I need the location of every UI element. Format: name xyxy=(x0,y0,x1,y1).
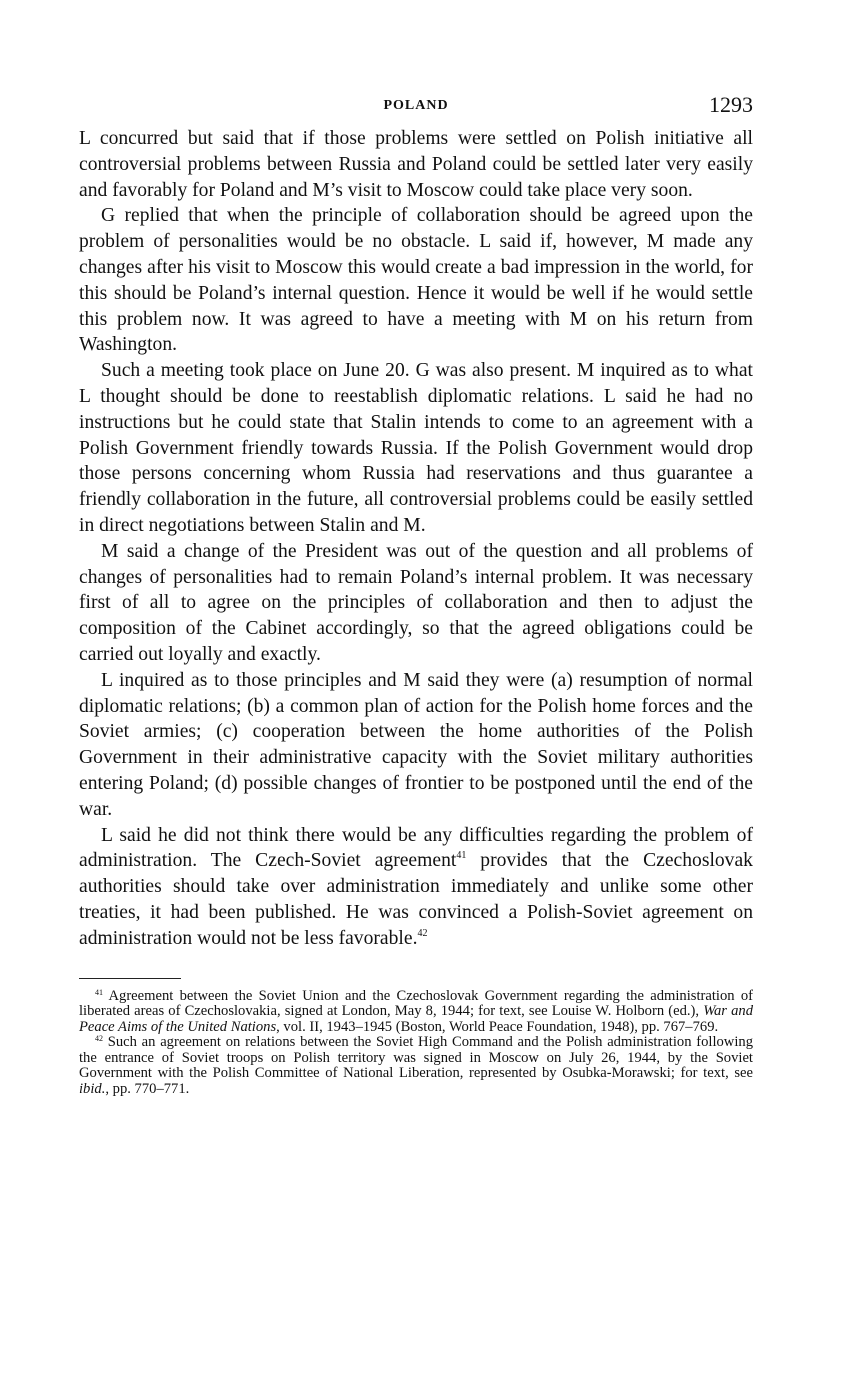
footnote-42-text-b: , pp. 770–771. xyxy=(105,1081,190,1098)
footnote-divider xyxy=(79,978,181,979)
footnotes xyxy=(79,989,753,1098)
document-page xyxy=(79,92,753,1098)
footnote-42-ibid: ibid. xyxy=(79,1081,106,1098)
footnote-42 xyxy=(79,1035,753,1097)
paragraph-3: Such a meeting took place on June 20. G was also present. M inquired as to what L thought should be done to reestablish diplomatic relations. L said he had no instructions but he could state that Stalin intends to come to an agreement with a Polish Government friendly towards Russia. If the Polish Government would drop those persons concerning whom Russia had reservations and thus guarantee a friendly collaboration in the future, all controversial problems could be easily settled in direct negotiations between Stalin and M. xyxy=(79,360,753,536)
footnote-41-text-a: Agreement between the Soviet Union and the Czechoslovak Government regarding the administration of liberated areas of Czechoslovakia, signed at London, May 8, 1944; for text, see Louise W. Holborn (ed.), xyxy=(79,987,753,1020)
paragraph-6-text-a: L said he did not think there would be any difficulties regarding the problem of administration. The Czech-Soviet agreement xyxy=(79,824,753,872)
paragraph-4: M said a change of the President was out of the question and all problems of changes of personalities had to remain Poland’s internal problem. It was necessary first of all to agree on the principles of collaboration and then to adjust the composition of the Cabinet accordingly, so that the agreed obligations could be carried out loyally and exactly. xyxy=(79,540,753,665)
footnote-41 xyxy=(79,989,753,1036)
footnote-42-mark: 42 xyxy=(95,1034,103,1044)
paragraph-6-text-b: provides that the Czechoslovak authorities should take over administration immediately and unlike some other treaties, it had been published. He was convinced a Polish-Soviet agreement on administration would not be less favorable. xyxy=(79,850,753,949)
footnote-42-text-a: Such an agreement on relations between the Soviet High Command and the Polish administration following the entrance of Soviet troops on Polish territory was signed in Moscow on July 26, 1944, by the Soviet Government with the Polish Committee of National Liberation, represented by Osubka-Morawski; for text, see xyxy=(79,1034,753,1082)
running-head xyxy=(79,92,753,126)
footnote-ref-41: 41 xyxy=(456,850,467,862)
running-title: POLAND xyxy=(383,98,449,113)
paragraph-2: G replied that when the principle of collaboration should be agreed upon the problem of personalities would be no obstacle. L said if, however, M made any changes after his visit to Moscow this would create a bad impression in the world, for this should be Poland’s internal question. Hence it would be well if he would settle this problem now. It was agreed to have a meeting with M on his return from Washington. xyxy=(79,205,753,356)
body-text xyxy=(79,126,753,952)
footnote-ref-42: 42 xyxy=(417,927,428,939)
footnote-41-text-b: , vol. II, 1943–1945 (Boston, World Peace Foundation, 1948), pp. 767–769. xyxy=(276,1018,719,1035)
footnote-41-mark: 41 xyxy=(95,987,103,997)
page-number: 1293 xyxy=(709,92,753,117)
footnote-41-title: War and Peace Aims of the United Nations xyxy=(79,1003,753,1035)
paragraph-5: L inquired as to those principles and M said they were (a) resumption of normal diplomatic relations; (b) a common plan of action for the Polish home forces and the Soviet armies; (c) cooperation between the home authorities of the Polish Government in their administrative capacity with the Soviet military authorities entering Poland; (d) possible changes of frontier to be postponed until the end of the war. xyxy=(79,669,753,820)
paragraph-1: L concurred but said that if those problems were settled on Polish initiative all controversial problems between Russia and Poland could be settled later very easily and favorably for Poland and M’s visit to Moscow could take place very soon. xyxy=(79,128,753,201)
paragraph-6 xyxy=(79,823,753,952)
